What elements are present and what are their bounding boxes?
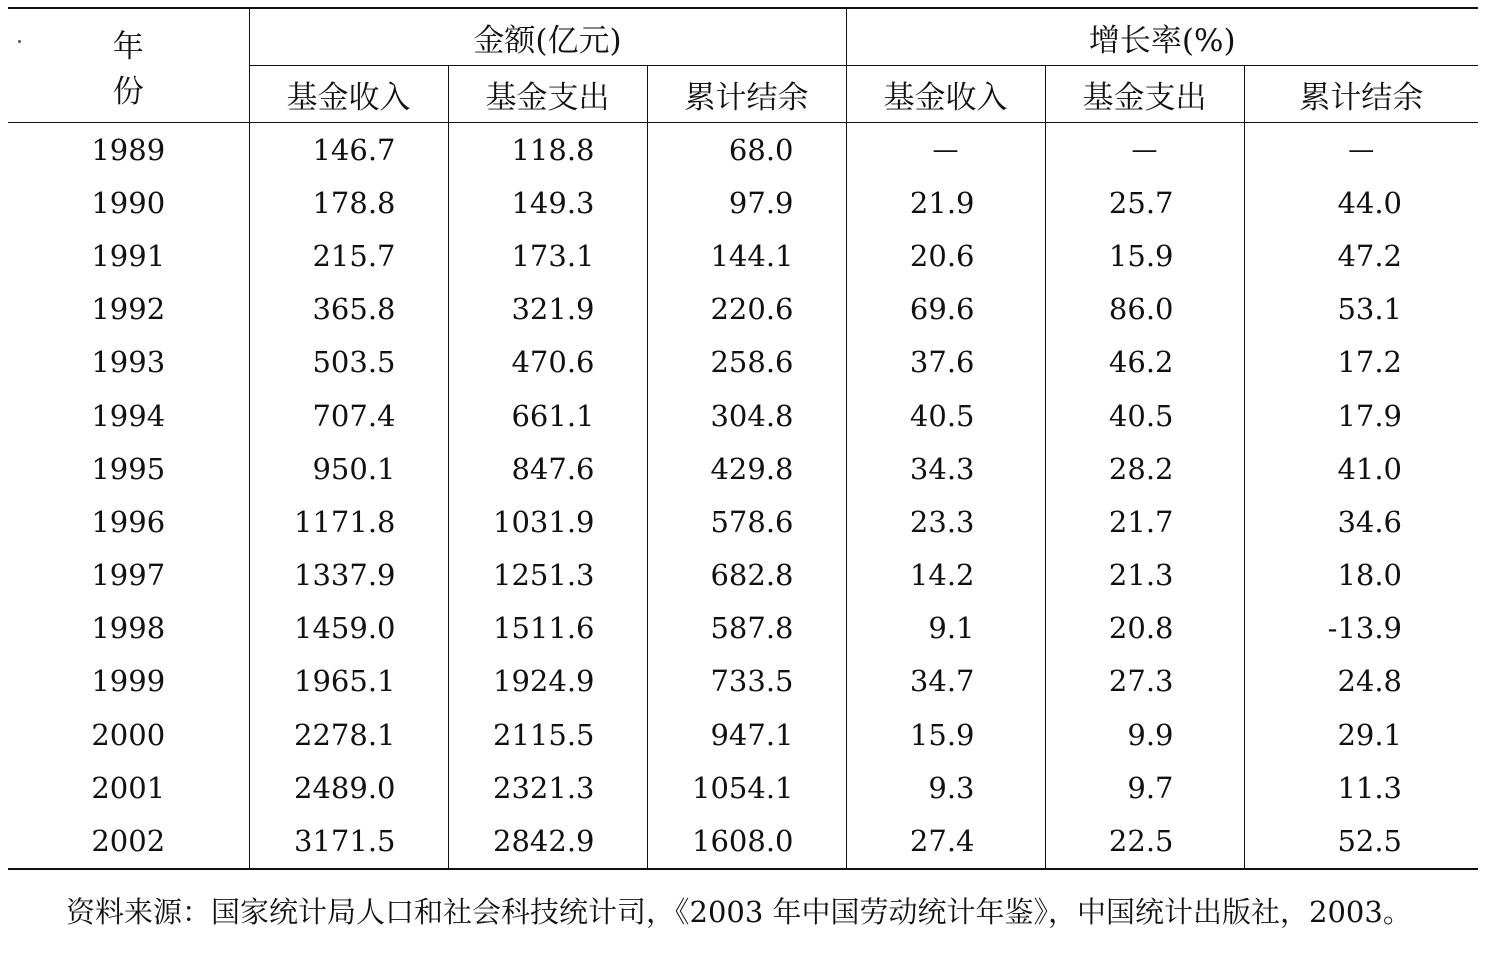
table-body [8, 123, 1478, 869]
year-cell: 2002 [8, 814, 249, 868]
amount-balance-header: 累计结余 [647, 66, 846, 123]
year-cell: 1997 [8, 549, 249, 602]
value-cell: 46.2 [1045, 336, 1244, 389]
value-cell: 429.8 [647, 442, 846, 495]
table-row [8, 495, 1478, 548]
value-cell: 258.6 [647, 336, 846, 389]
value-cell: 11.3 [1337, 770, 1403, 805]
value-cell: 2489.0 [249, 761, 448, 814]
value-cell: 503.5 [249, 336, 448, 389]
value-cell: 22.5 [1045, 814, 1244, 868]
value-cell: 1924.9 [448, 655, 647, 708]
growth-income-header: 基金收入 [846, 66, 1045, 123]
value-cell: 1608.0 [647, 814, 846, 868]
value-cell: 29.1 [1337, 717, 1403, 752]
value-cell: 9.7 [1045, 761, 1244, 814]
amount-income-header: 基金收入 [249, 66, 448, 123]
value-cell: 28.2 [1045, 442, 1244, 495]
growth-group-header: 增长率(%) [846, 8, 1478, 66]
statistics-table-container [8, 7, 1478, 870]
value-cell: 733.5 [647, 655, 846, 708]
value-cell: 17.9 [1337, 398, 1403, 433]
value-cell: 149.3 [448, 176, 647, 229]
growth-balance-header: 累计结余 [1244, 66, 1478, 123]
table-row [8, 229, 1478, 282]
value-cell: 52.5 [1244, 814, 1478, 868]
value-cell: 20.6 [846, 229, 1045, 282]
value-cell: 118.8 [448, 123, 647, 177]
amount-group-header: 金额(亿元) [249, 8, 846, 66]
value-cell: -13.9 [1327, 611, 1403, 646]
value-cell: 1459.0 [249, 602, 448, 655]
value-cell: 40.5 [1045, 389, 1244, 442]
value-cell: 847.6 [448, 442, 647, 495]
value-cell: 53.1 [1337, 292, 1403, 327]
value-cell: 18.0 [1337, 558, 1403, 593]
value-cell: 27.3 [1045, 655, 1244, 708]
value-cell: 220.6 [647, 283, 846, 336]
value-cell: 2321.3 [448, 761, 647, 814]
value-cell: 173.1 [448, 229, 647, 282]
value-cell: 661.1 [448, 389, 647, 442]
value-cell: 2842.9 [448, 814, 647, 868]
table-row [8, 389, 1478, 442]
value-cell: 34.7 [846, 655, 1045, 708]
value-cell: 40.5 [846, 389, 1045, 442]
year-column-header: 年 份 [8, 8, 249, 123]
value-cell: — [846, 123, 1045, 177]
value-cell: 3171.5 [249, 814, 448, 868]
value-cell: 1171.8 [249, 495, 448, 548]
value-cell: 950.1 [249, 442, 448, 495]
value-cell: 20.8 [1045, 602, 1244, 655]
value-cell: 21.3 [1045, 549, 1244, 602]
source-note: 资料来源：国家统计局人口和社会科技统计司，《2003 年中国劳动统计年鉴》，中国统计出版社，2003。 [66, 895, 1412, 929]
value-cell: 2115.5 [448, 708, 647, 761]
table-row [8, 814, 1478, 868]
value-cell: 15.9 [846, 708, 1045, 761]
year-cell: 1999 [8, 655, 249, 708]
table-row [8, 176, 1478, 229]
value-cell: 9.9 [1045, 708, 1244, 761]
table-row [8, 283, 1478, 336]
value-cell: 34.3 [846, 442, 1045, 495]
value-cell: 1054.1 [647, 761, 846, 814]
value-cell: 17.2 [1337, 345, 1403, 380]
value-cell: 1511.6 [448, 602, 647, 655]
value-cell: 41.0 [1337, 451, 1403, 486]
year-cell: 1989 [8, 123, 249, 177]
value-cell: — [1348, 134, 1375, 165]
value-cell: 44.0 [1337, 185, 1403, 220]
year-cell: 1993 [8, 336, 249, 389]
fund-statistics-table [8, 7, 1478, 870]
table-row [8, 442, 1478, 495]
value-cell: 97.9 [647, 176, 846, 229]
value-cell: 9.1 [846, 602, 1045, 655]
table-row [8, 655, 1478, 708]
table-row [8, 708, 1478, 761]
year-cell: 1991 [8, 229, 249, 282]
value-cell: 86.0 [1045, 283, 1244, 336]
table-row [8, 336, 1478, 389]
value-cell: 25.7 [1045, 176, 1244, 229]
value-cell: 24.8 [1337, 664, 1403, 699]
value-cell: 365.8 [249, 283, 448, 336]
value-cell: 707.4 [249, 389, 448, 442]
value-cell: 144.1 [647, 229, 846, 282]
value-cell: 1337.9 [249, 549, 448, 602]
year-cell: 1994 [8, 389, 249, 442]
value-cell: 304.8 [647, 389, 846, 442]
value-cell: 146.7 [249, 123, 448, 177]
value-cell: 69.6 [846, 283, 1045, 336]
value-cell: 321.9 [448, 283, 647, 336]
value-cell: 15.9 [1045, 229, 1244, 282]
value-cell: 947.1 [647, 708, 846, 761]
value-cell: 682.8 [647, 549, 846, 602]
amount-expense-header: 基金支出 [448, 66, 647, 123]
year-cell: 1996 [8, 495, 249, 548]
value-cell: 1965.1 [249, 655, 448, 708]
table-row [8, 123, 1478, 177]
value-cell: 1031.9 [448, 495, 647, 548]
value-cell: 470.6 [448, 336, 647, 389]
value-cell: 215.7 [249, 229, 448, 282]
value-cell: 47.2 [1337, 238, 1403, 273]
year-cell: 2001 [8, 761, 249, 814]
year-cell: 1995 [8, 442, 249, 495]
value-cell: 9.3 [846, 761, 1045, 814]
table-row [8, 549, 1478, 602]
value-cell: 178.8 [249, 176, 448, 229]
value-cell: — [1045, 123, 1244, 177]
value-cell: 21.9 [846, 176, 1045, 229]
value-cell: 2278.1 [249, 708, 448, 761]
year-cell: 2000 [8, 708, 249, 761]
value-cell: 21.7 [1045, 495, 1244, 548]
value-cell: 578.6 [647, 495, 846, 548]
year-cell: 1992 [8, 283, 249, 336]
value-cell: 23.3 [846, 495, 1045, 548]
table-row [8, 602, 1478, 655]
value-cell: 1251.3 [448, 549, 647, 602]
year-cell: 1998 [8, 602, 249, 655]
growth-expense-header: 基金支出 [1045, 66, 1244, 123]
value-cell: 34.6 [1337, 504, 1403, 539]
value-cell: 27.4 [846, 814, 1045, 868]
table-row [8, 761, 1478, 814]
value-cell: 14.2 [846, 549, 1045, 602]
year-cell: 1990 [8, 176, 249, 229]
value-cell: 37.6 [846, 336, 1045, 389]
value-cell: 68.0 [647, 123, 846, 177]
value-cell: 587.8 [647, 602, 846, 655]
